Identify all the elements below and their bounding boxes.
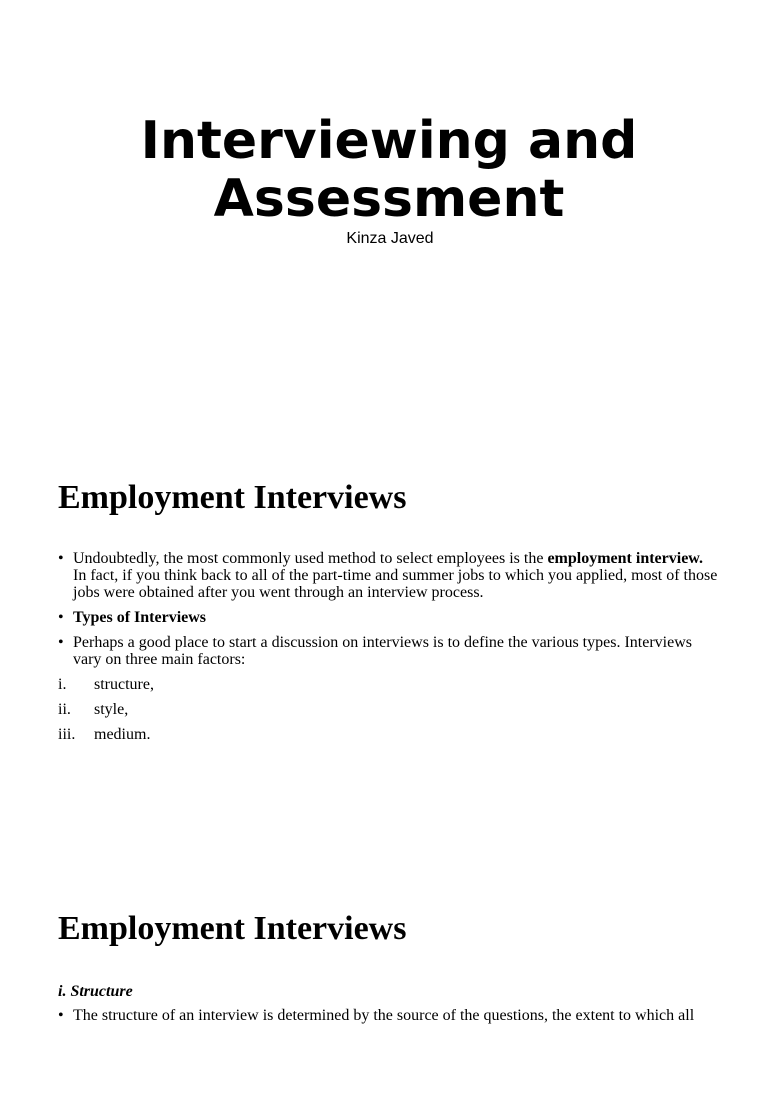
bullet-marker: •: [58, 550, 64, 567]
bullet-marker: •: [58, 609, 64, 626]
bullet-text: The structure of an interview is determined by the source of the questions, the extent to which all: [73, 1007, 695, 1024]
bullet-item: [58, 550, 718, 601]
slide-body: [58, 550, 718, 751]
bullet-bold-term: employment interview.: [547, 550, 703, 567]
slide-employment-interviews-2: [0, 905, 768, 1105]
numbered-item: [58, 676, 718, 693]
bullet-text: Perhaps a good place to start a discussion on interviews is to define the various types. Interviews vary on three main factors:: [73, 634, 692, 668]
bullet-text-rest: In fact, if you think back to all of the part-time and summer jobs to which you applied, most of those jobs were obtained after you went through an interview process.: [73, 567, 718, 601]
bullet-marker: •: [58, 1007, 64, 1024]
presentation-title: [0, 112, 768, 228]
title-line-2: Assessment: [213, 169, 565, 229]
numbered-item: [58, 701, 718, 718]
item-number: i.: [58, 676, 67, 693]
bullet-item: [58, 609, 718, 626]
item-text: medium.: [94, 726, 151, 743]
slide-body: [58, 983, 718, 1032]
slide-heading: Employment Interviews: [58, 479, 407, 516]
bullet-marker: •: [58, 634, 64, 651]
title-slide: [0, 0, 768, 300]
item-number: ii.: [58, 701, 71, 718]
bullet-text: Undoubtedly, the most commonly used method to select employees is the: [73, 550, 548, 567]
slide-heading: Employment Interviews: [58, 910, 407, 947]
bullet-text: Types of Interviews: [73, 609, 207, 626]
item-number: iii.: [58, 726, 76, 743]
author-name: Kinza Javed: [346, 230, 434, 247]
section-subheading: i. Structure: [58, 983, 133, 1000]
bullet-item: [58, 1007, 718, 1024]
title-line-1: Interviewing and: [140, 111, 638, 171]
numbered-item: [58, 726, 718, 743]
bullet-item: [58, 634, 718, 668]
item-text: style,: [94, 701, 129, 718]
slide-employment-interviews-1: [0, 470, 768, 770]
item-text: structure,: [94, 676, 154, 693]
